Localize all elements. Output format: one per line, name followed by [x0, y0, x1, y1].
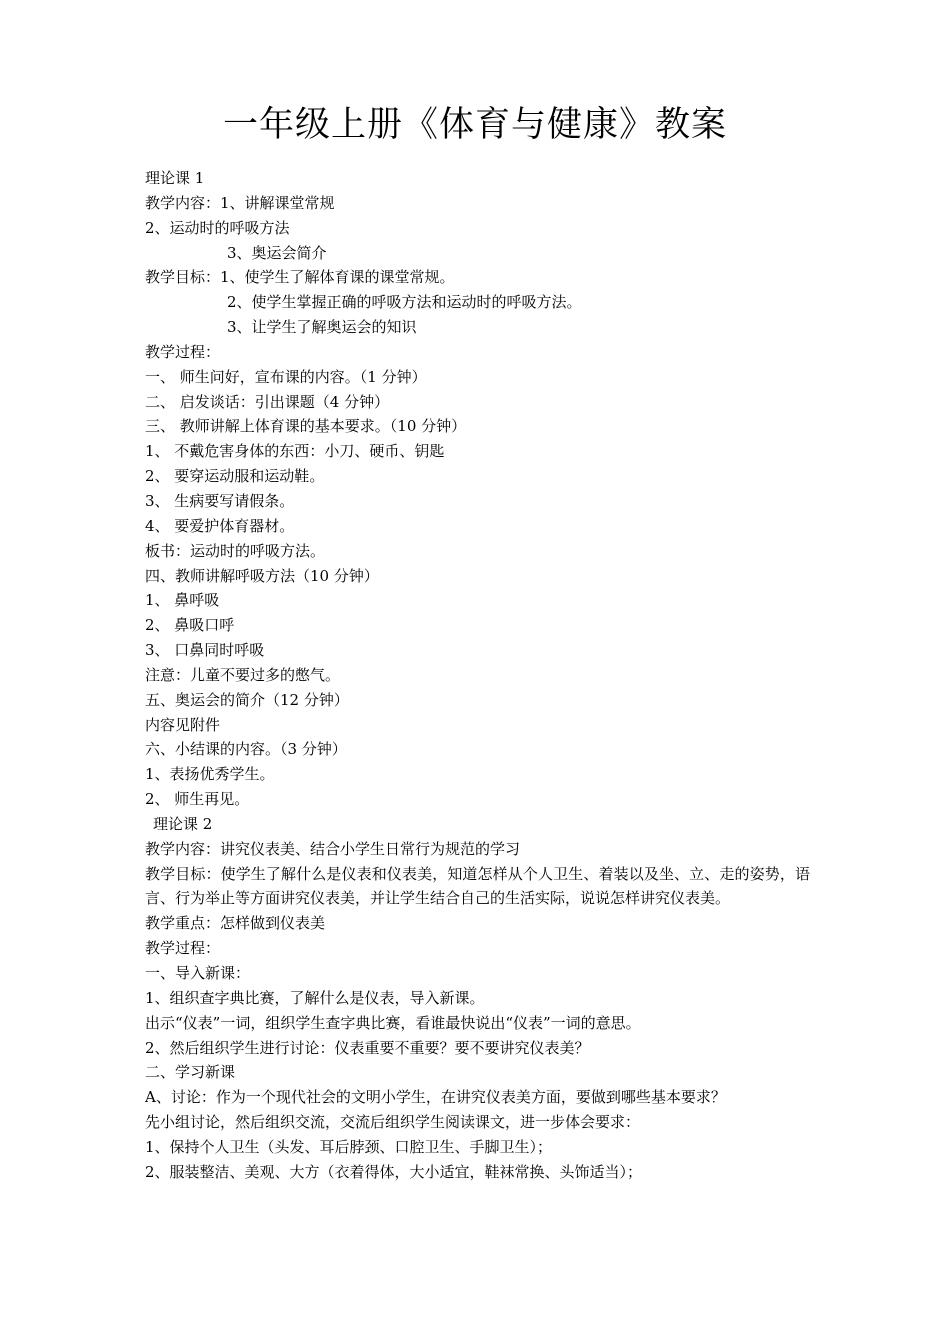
text-line: 3、奥运会简介: [227, 243, 327, 262]
text-line: 二、 启发谈话：引出课题（4 分钟）: [145, 392, 390, 411]
text-line: 五、奥运会的简介（12 分钟）: [145, 690, 349, 709]
text-paragraph: 教学目标：使学生了解什么是仪表和仪表美，知道怎样从个人卫生、着装以及坐、立、走的姿势，语言、行为举止等方面讲究仪表美，并让学生结合自己的生活实际，说说怎样讲究仪表美。: [145, 864, 810, 908]
text-line: 板书：运动时的呼吸方法。: [145, 541, 326, 560]
text-line: 一、导入新课：: [145, 964, 251, 982]
text-line: 二、学习新课: [145, 1063, 236, 1082]
text-line: 理论课 1: [145, 169, 205, 187]
text-line: 一、 师生问好，宣布课的内容。（1 分钟）: [145, 367, 427, 386]
section-heading: 理论课 2: [153, 814, 213, 833]
text-line: 4、 要爱护体育器材。: [145, 516, 295, 535]
text-line: 注意：儿童不要过多的憋气。: [145, 665, 341, 684]
document-title: 一年级上册《体育与健康》教案: [222, 105, 727, 145]
text-line: 教学内容：1、讲解课堂常规: [145, 193, 335, 212]
text-line: 2、 要穿运动服和运动鞋。: [145, 467, 325, 486]
text-line: 3、让学生了解奥运会的知识: [227, 318, 417, 337]
text-line: 3、 口鼻同时呼吸: [145, 641, 265, 660]
text-line: 教学重点：怎样做到仪表美: [145, 914, 326, 933]
text-line: 3、 生病要写请假条。: [145, 491, 295, 510]
document-body: [145, 166, 810, 1185]
text-line: 三、 教师讲解上体育课的基本要求。（10 分钟）: [145, 417, 467, 436]
text-line: 2、运动时的呼吸方法: [145, 218, 290, 237]
text-line: 1、 不戴危害身体的东西：小刀、硬币、钥匙: [145, 442, 445, 461]
text-line: 1、 鼻呼吸: [145, 591, 220, 610]
text-line: 2、 师生再见。: [145, 790, 250, 809]
text-line: 出示“仪表”一词，组织学生查字典比赛，看谁最快说出“仪表”一词的意思。: [145, 1013, 641, 1032]
text-line: 六、小结课的内容。（3 分钟）: [145, 740, 347, 759]
text-line: 先小组讨论，然后组织交流，交流后组织学生阅读课文，进一步体会要求：: [145, 1113, 641, 1132]
text-line: 教学过程：: [145, 342, 221, 361]
text-line: 1、组织查字典比赛，了解什么是仪表，导入新课。: [145, 988, 485, 1007]
text-line: 1、保持个人卫生（头发、耳后脖颈、口腔卫生、手脚卫生）；: [145, 1137, 553, 1156]
text-line: 2、使学生掌握正确的呼吸方法和运动时的呼吸方法。: [227, 293, 582, 312]
text-line: 教学内容：讲究仪表美、结合小学生日常行为规范的学习: [145, 839, 521, 858]
text-line: A、讨论：作为一个现代社会的文明小学生，在讲究仪表美方面，要做到哪些基本要求？: [145, 1088, 726, 1107]
text-line: 内容见附件: [145, 715, 221, 734]
text-line: 教学过程：: [145, 939, 221, 958]
text-line: 2、然后组织学生进行讨论：仪表重要不重要？要不要讲究仪表美？: [145, 1038, 590, 1057]
text-line: 2、服装整洁、美观、大方（衣着得体，大小适宜，鞋袜常换、头饰适当）；: [145, 1162, 643, 1181]
text-line: 教学目标：1、使学生了解体育课的课堂常规。: [145, 268, 455, 287]
text-line: 2、 鼻吸口呼: [145, 616, 235, 635]
text-line: 四、教师讲解呼吸方法（10 分钟）: [145, 566, 379, 585]
text-line: 1、表扬优秀学生。: [145, 765, 275, 784]
